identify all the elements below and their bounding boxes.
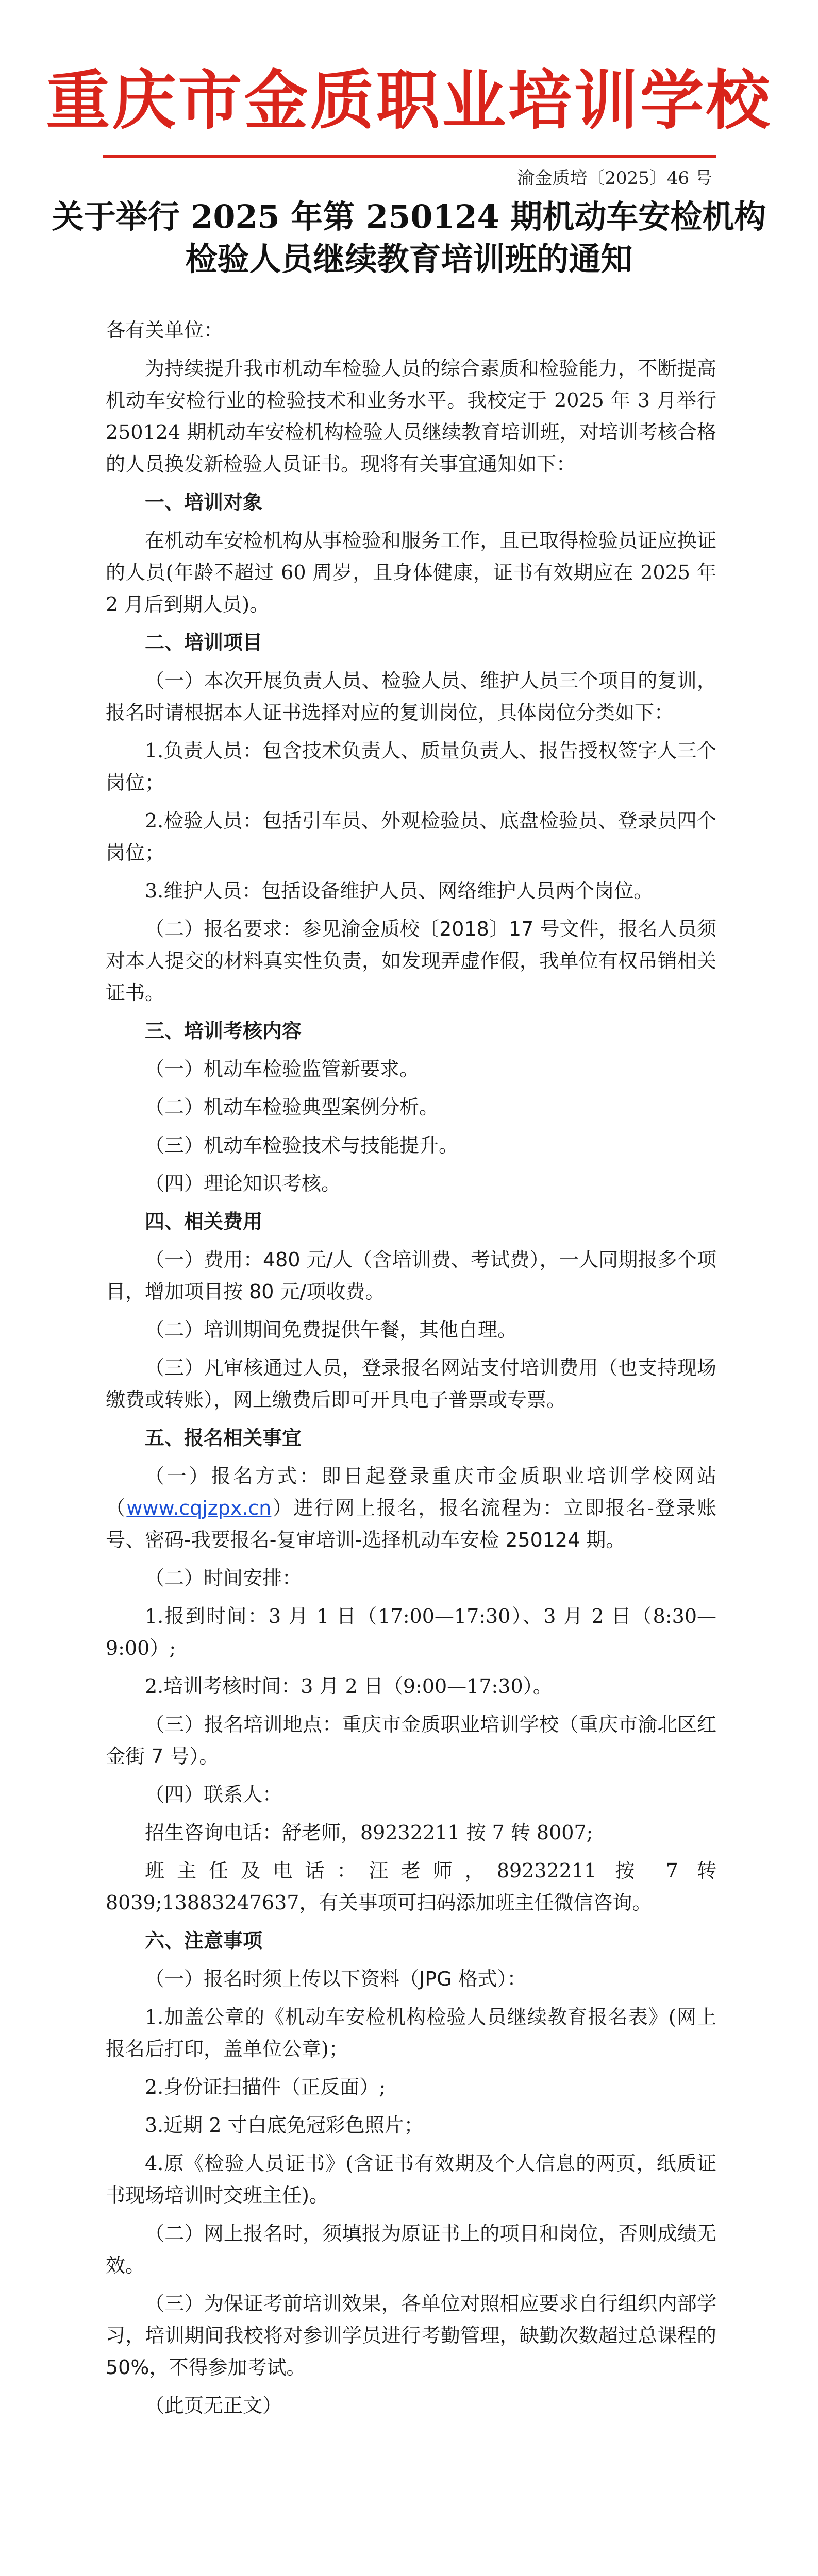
section-3-heading: 三、培训考核内容 bbox=[145, 1020, 302, 1042]
section-5-heading: 五、报名相关事宜 bbox=[145, 1427, 302, 1449]
title-line-2: 检验人员继续教育培训班的通知 bbox=[185, 240, 633, 278]
material-item-2: 2.身份证扫描件（正反面）; bbox=[145, 2076, 386, 2098]
red-divider bbox=[103, 155, 716, 158]
section-5-para-1 bbox=[106, 1460, 716, 1556]
section-2-para-1: （一）本次开展负责人员、检验人员、维护人员三个项目的复训，报名时请根据本人证书选择对应的复训岗位，具体岗位分类如下： bbox=[106, 669, 716, 724]
school-website-link[interactable]: www.cqjzpx.cn bbox=[126, 1497, 272, 1519]
section-6-heading: 六、注意事项 bbox=[145, 1929, 263, 1952]
notice-body bbox=[106, 314, 716, 2428]
schedule-item-2: 2.培训考核时间：3 月 2 日（9:00—17:30）。 bbox=[145, 1675, 553, 1698]
section-2-item-1: 1.负责人员：包含技术负责人、质量负责人、报告授权签字人三个岗位； bbox=[106, 739, 716, 794]
section-6-para-1: （一）报名时须上传以下资料（JPG 格式）： bbox=[145, 1968, 527, 1990]
section-1-heading: 一、培训对象 bbox=[145, 491, 263, 514]
salutation: 各有关单位： bbox=[106, 319, 224, 342]
registration-text-b: ）进行网上报名，报名流程为：立即报名-登录账号、密码-我要报名-复审培训-选择机动车安检 250124 期。 bbox=[106, 1497, 716, 1551]
section-5-para-3: （三）报名培训地点：重庆市金质职业培训学校（重庆市渝北区红金街 7 号）。 bbox=[106, 1713, 716, 1768]
material-item-1: 1.加盖公章的《机动车安检机构检验人员继续教育报名表》(网上报名后打印，盖单位公章)； bbox=[106, 2006, 716, 2060]
intro-paragraph: 为持续提升我市机动车检验人员的综合素质和检验能力，不断提高机动车安检行业的检验技术和业务水平。我校定于 2025 年 3 月举行 250124 期机动车安检机构检验人员继续教育培训班，对培训考核合格的人员换发新检验人员证书。现将有关事宜通知如下： bbox=[106, 357, 716, 476]
title-line-1: 关于举行 2025 年第 250124 期机动车安检机构 bbox=[52, 198, 766, 235]
section-5-para-4: （四）联系人： bbox=[145, 1783, 282, 1806]
section-3-item-1: （一）机动车检验监管新要求。 bbox=[145, 1058, 420, 1080]
schedule-item-1: 1.报到时间：3 月 1 日（17:00—17:30）、3 月 2 日（8:30—9:00）; bbox=[106, 1605, 716, 1659]
blank-page-note: （此页无正文） bbox=[145, 2394, 282, 2417]
notice-title bbox=[0, 196, 818, 280]
section-4-item-2: （二）培训期间免费提供午餐，其他自理。 bbox=[145, 1318, 517, 1341]
material-item-4: 4.原《检验人员证书》(含证书有效期及个人信息的两页，纸质证书现场培训时交班主任)。 bbox=[106, 2152, 716, 2207]
masthead-title: 重庆市金质职业培训学校 bbox=[46, 63, 772, 138]
section-4-heading: 四、相关费用 bbox=[145, 1210, 263, 1233]
section-1-text: 在机动车安检机构从事检验和服务工作，且已取得检验员证应换证的人员(年龄不超过 60 周岁，且身体健康，证书有效期应在 2025 年 2 月后到期人员)。 bbox=[106, 529, 716, 616]
material-item-3: 3.近期 2 寸白底免冠彩色照片； bbox=[145, 2114, 424, 2137]
section-6-para-2: （二）网上报名时，须填报为原证书上的项目和岗位，否则成绩无效。 bbox=[106, 2222, 716, 2277]
section-3-item-3: （三）机动车检验技术与技能提升。 bbox=[145, 1134, 459, 1157]
section-2-heading: 二、培训项目 bbox=[145, 631, 263, 654]
document-number: 渝金质培〔2025〕46 号 bbox=[517, 168, 712, 189]
section-6-para-3: （三）为保证考前培训效果，各单位对照相应要求自行组织内部学习，培训期间我校将对参训学员进行考勤管理，缺勤次数超过总课程的 50%，不得参加考试。 bbox=[106, 2292, 716, 2379]
section-3-item-2: （二）机动车检验典型案例分析。 bbox=[145, 1096, 439, 1118]
registration-text-a: （一）报名方式：即日起登录重庆市金质职业培训学校网站（ bbox=[106, 1465, 716, 1519]
section-2-para-2: （二）报名要求：参见渝金质校〔2018〕17 号文件，报名人员须对本人提交的材料真实性负责，如发现弄虚作假，我单位有权吊销相关证书。 bbox=[106, 918, 716, 1004]
contact-item-1: 招生咨询电话：舒老师，89232211 按 7 转 8007; bbox=[145, 1821, 593, 1844]
section-4-item-1: （一）费用：480 元/人（含培训费、考试费），一人同期报多个项目，增加项目按 80 元/项收费。 bbox=[106, 1248, 716, 1303]
section-2-item-2: 2.检验人员：包括引车员、外观检验员、底盘检验员、登录员四个岗位； bbox=[106, 809, 716, 864]
contact-item-2: 班主任及电话：汪老师，89232211 按 7 转 8039;13883247637，有关事项可扫码添加班主任微信咨询。 bbox=[106, 1859, 716, 1914]
section-2-item-3: 3.维护人员：包括设备维护人员、网络维护人员两个岗位。 bbox=[145, 879, 654, 902]
section-3-item-4: （四）理论知识考核。 bbox=[145, 1172, 341, 1195]
section-5-para-2: （二）时间安排： bbox=[145, 1567, 302, 1589]
section-4-item-3: （三）凡审核通过人员，登录报名网站支付培训费用（也支持现场缴费或转账），网上缴费后即可开具电子普票或专票。 bbox=[106, 1357, 716, 1411]
